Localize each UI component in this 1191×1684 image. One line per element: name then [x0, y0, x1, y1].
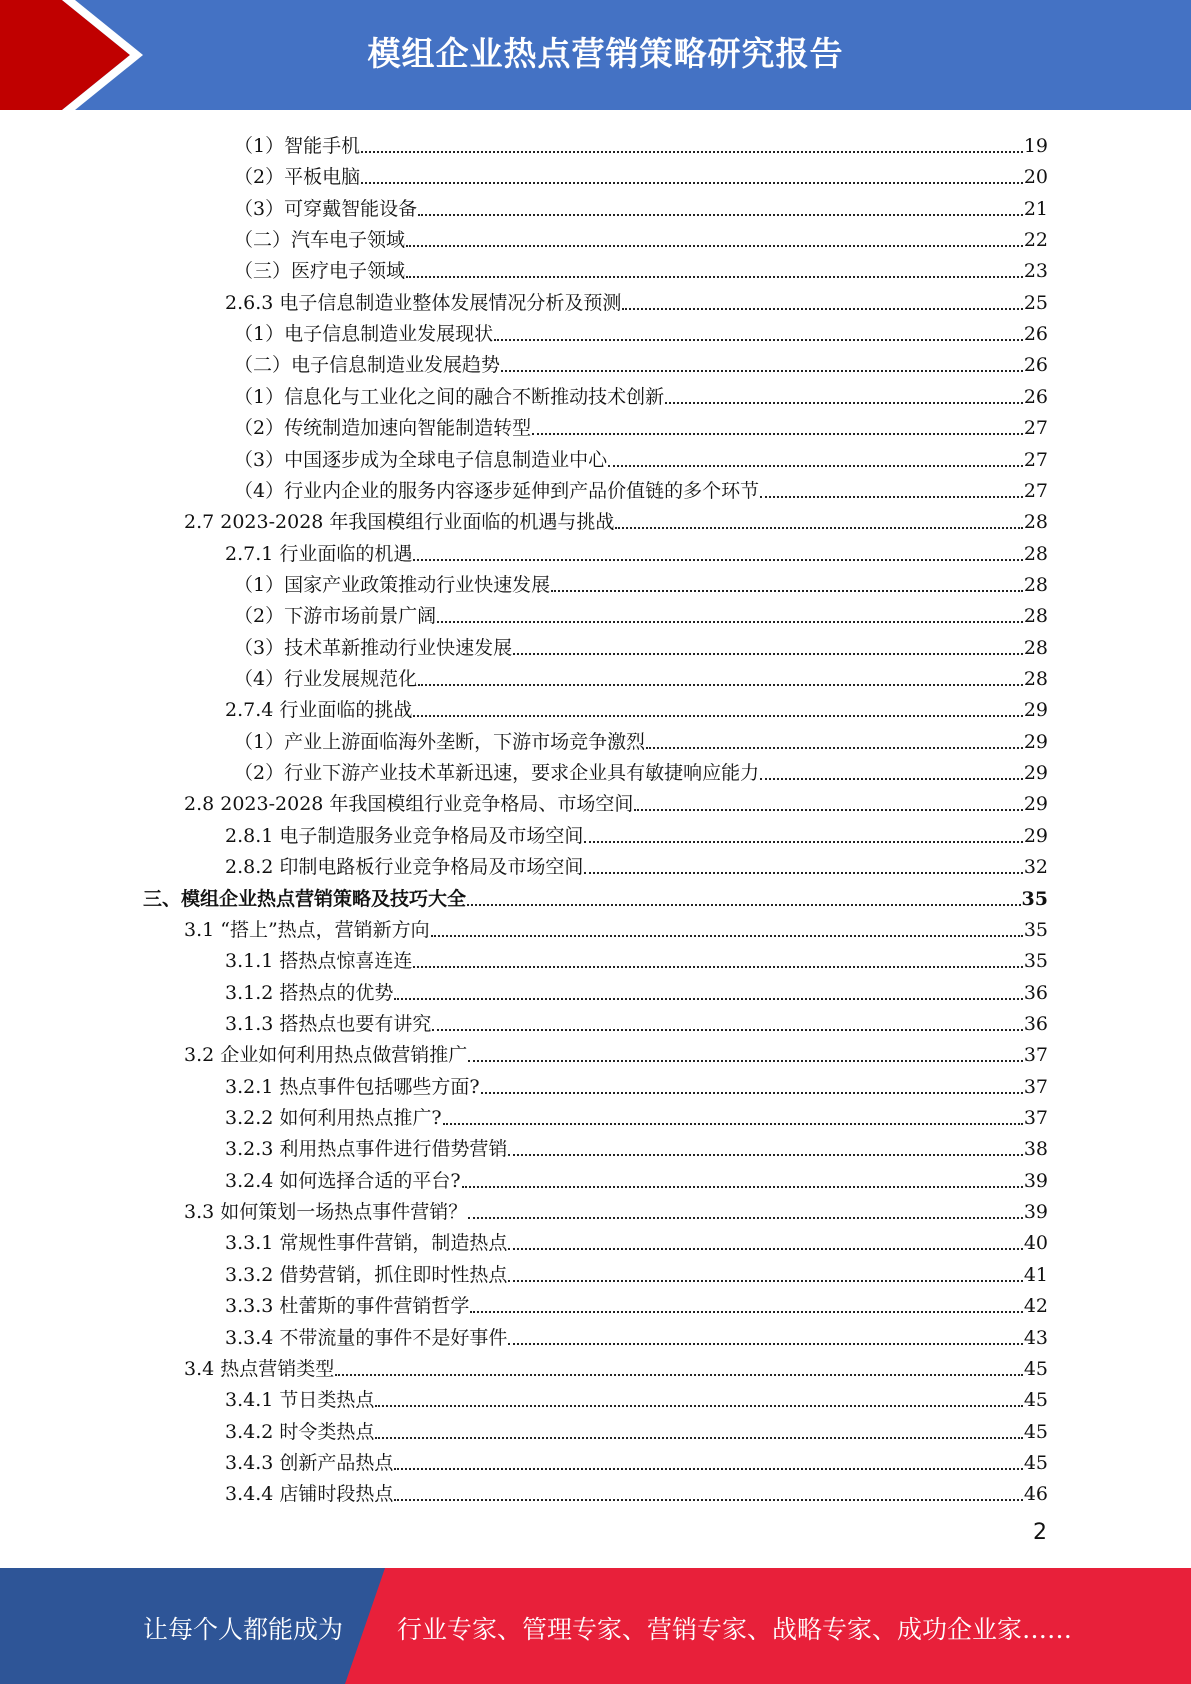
toc-chapter-entry[interactable]: 三、模组企业热点营销策略及技巧大全 35	[143, 888, 1048, 910]
toc-entry[interactable]: （1）国家产业政策推动行业快速发展 28	[234, 574, 1048, 596]
toc-entry[interactable]: 3.3 如何策划一场热点事件营销？ 39	[184, 1201, 1048, 1223]
toc-entry[interactable]: 3.3.1 常规性事件营销，制造热点 40	[225, 1232, 1048, 1254]
toc-entry[interactable]: 3.2 企业如何利用热点做营销推广 37	[184, 1044, 1048, 1066]
toc-entry[interactable]: 3.3.4 不带流量的事件不是好事件 43	[225, 1327, 1048, 1349]
toc-entry[interactable]: （2）传统制造加速向智能制造转型 27	[234, 417, 1048, 439]
toc-entry[interactable]: （2）平板电脑 20	[234, 166, 1048, 188]
toc-entry[interactable]: （4）行业内企业的服务内容逐步延伸到产品价值链的多个环节 27	[234, 480, 1048, 502]
toc-entry[interactable]: 3.4.4 店铺时段热点 46	[225, 1483, 1048, 1505]
toc-entry[interactable]: 2.8 2023-2028 年我国模组行业竞争格局、市场空间 29	[184, 793, 1048, 815]
toc-entry[interactable]: 3.4.3 创新产品热点 45	[225, 1452, 1048, 1474]
toc-entry[interactable]: 3.4.2 时令类热点 45	[225, 1421, 1048, 1443]
toc-entry[interactable]: （3）技术革新推动行业快速发展 28	[234, 637, 1048, 659]
toc-entry[interactable]: 3.1.2 搭热点的优势 36	[225, 982, 1048, 1004]
toc-entry[interactable]: 2.7.4 行业面临的挑战 29	[225, 699, 1048, 721]
footer-slogan-right: 行业专家、管理专家、营销专家、战略专家、成功企业家……	[397, 1615, 1073, 1644]
page-number: 2	[1033, 1520, 1047, 1545]
toc-entry[interactable]: 2.8.2 印制电路板行业竞争格局及市场空间 32	[225, 856, 1048, 878]
toc-entry[interactable]: （2）下游市场前景广阔 28	[234, 605, 1048, 627]
toc-entry[interactable]: （2）行业下游产业技术革新迅速，要求企业具有敏捷响应能力 29	[234, 762, 1048, 784]
toc-entry[interactable]: 3.4.1 节日类热点 45	[225, 1389, 1048, 1411]
toc-entry[interactable]: 3.1.3 搭热点也要有讲究 36	[225, 1013, 1048, 1035]
page-header	[0, 0, 1191, 110]
toc-entry[interactable]: （3）可穿戴智能设备 21	[234, 198, 1048, 220]
toc-entry[interactable]: （1）电子信息制造业发展现状 26	[234, 323, 1048, 345]
page-footer	[0, 1568, 1191, 1684]
toc-entry[interactable]: 3.3.2 借势营销，抓住即时性热点 41	[225, 1264, 1048, 1286]
toc-entry[interactable]: 2.7 2023-2028 年我国模组行业面临的机遇与挑战 28	[184, 511, 1048, 533]
toc-entry[interactable]: （二）汽车电子领域 22	[234, 229, 1048, 251]
toc-entry[interactable]: 3.2.2 如何利用热点推广? 37	[225, 1107, 1048, 1129]
toc-entry[interactable]: （3）中国逐步成为全球电子信息制造业中心 27	[234, 449, 1048, 471]
toc-entry[interactable]: 2.6.3 电子信息制造业整体发展情况分析及预测 25	[225, 292, 1048, 314]
report-title: 模组企业热点营销策略研究报告	[367, 34, 844, 73]
toc-entry[interactable]: （1）信息化与工业化之间的融合不断推动技术创新 26	[234, 386, 1048, 408]
toc-entry[interactable]: 3.2.4 如何选择合适的平台? 39	[225, 1170, 1048, 1192]
toc-entry[interactable]: （4）行业发展规范化 28	[234, 668, 1048, 690]
footer-slogan-left: 让每个人都能成为	[143, 1615, 344, 1644]
toc-entry[interactable]: （二）电子信息制造业发展趋势 26	[234, 354, 1048, 376]
toc-entry[interactable]: （1）产业上游面临海外垄断，下游市场竞争激烈 29	[234, 731, 1048, 753]
toc-entry[interactable]: 3.4 热点营销类型 45	[184, 1358, 1048, 1380]
toc-entry[interactable]: 3.1 “搭上”热点，营销新方向 35	[184, 919, 1048, 941]
toc-entry[interactable]: （三）医疗电子领域 23	[234, 260, 1048, 282]
toc-entry[interactable]: 2.7.1 行业面临的机遇 28	[225, 543, 1048, 565]
toc-entry[interactable]: 3.2.1 热点事件包括哪些方面? 37	[225, 1076, 1048, 1098]
toc-entry[interactable]: 3.3.3 杜蕾斯的事件营销哲学 42	[225, 1295, 1048, 1317]
toc-entry[interactable]: 2.8.1 电子制造服务业竞争格局及市场空间 29	[225, 825, 1048, 847]
toc-entry[interactable]: 3.1.1 搭热点惊喜连连 35	[225, 950, 1048, 972]
toc-entry[interactable]: 3.2.3 利用热点事件进行借势营销 38	[225, 1138, 1048, 1160]
toc-entry[interactable]: （1）智能手机 19	[234, 135, 1048, 157]
